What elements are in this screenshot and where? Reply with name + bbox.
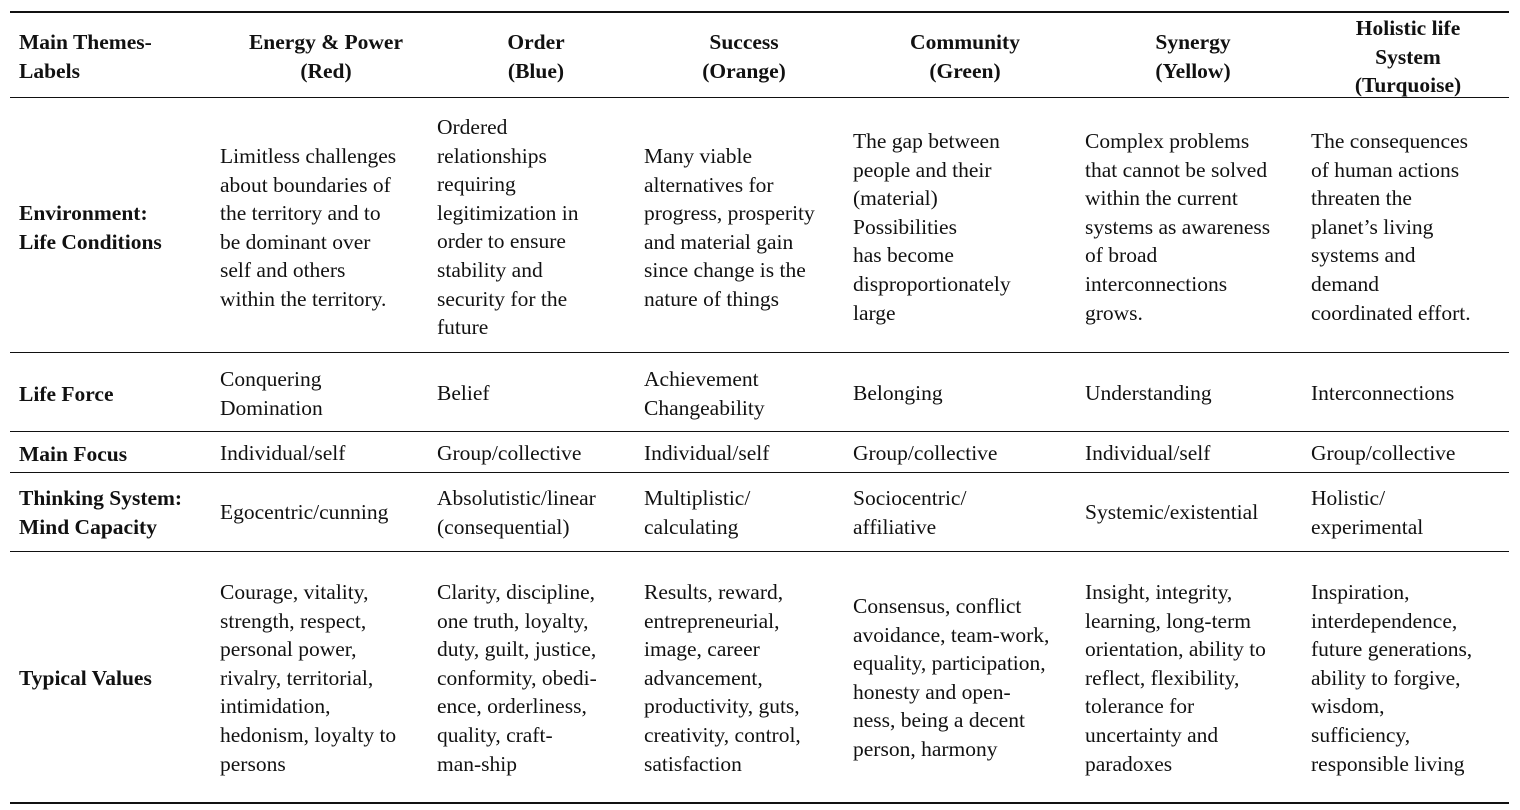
table-cell: Ordered relationships requiring legitimization in order to ensure stability and security for the future <box>437 115 579 340</box>
table-cell: Achievement Changeability <box>644 367 765 420</box>
table-cell: Group/collective <box>437 441 582 465</box>
table-cell: Individual/self <box>220 441 346 465</box>
table-cell: Individual/self <box>1085 441 1211 465</box>
row-divider <box>10 431 1509 432</box>
row-divider <box>10 551 1509 552</box>
table-cell: Consensus, conflict avoidance, team-work, equality, participation, honesty and open- ness, being a decent person, harmony <box>853 594 1050 761</box>
table-cell: Multiplistic/ calculating <box>644 486 751 539</box>
row-label-life-force: Life Force <box>19 382 114 406</box>
table-cell: Understanding <box>1085 381 1212 405</box>
table-cell: Inspiration, interdependence, future generations, ability to forgive, wisdom, sufficiency, responsible living <box>1311 580 1473 776</box>
bottom-rule <box>10 802 1509 804</box>
table-cell: The gap between people and their (material) Possibilities has become disproportionately large <box>853 129 1011 325</box>
table-cell: Holistic/ experimental <box>1311 486 1424 539</box>
table-cell: Limitless challenges about boundaries of the territory and to be dominant over self and others within the territory. <box>220 144 397 311</box>
table-cell: Systemic/existential <box>1085 500 1259 524</box>
table-cell: Conquering Domination <box>220 367 323 420</box>
table-cell: Results, reward, entrepreneurial, image, career advancement, productivity, guts, creativity, control, satisfaction <box>644 580 801 776</box>
table-cell: Group/collective <box>853 441 998 465</box>
table-cell: Interconnections <box>1311 381 1455 405</box>
table-cell: Belief <box>437 381 490 405</box>
table-cell: Many viable alternatives for progress, prosperity and material gain since change is the nature of things <box>644 144 815 311</box>
table-cell: Courage, vitality, strength, respect, personal power, rivalry, territorial, intimidation, hedonism, loyalty to persons <box>220 580 397 776</box>
header-rule <box>10 97 1509 98</box>
table-cell: Complex problems that cannot be solved within the current systems as awareness of broad interconnections grows. <box>1085 129 1271 325</box>
column-header: Holistic life System (Turquoise) <box>1354 16 1462 98</box>
row-divider <box>10 472 1509 473</box>
row-label-thinking-system: Thinking System: Mind Capacity <box>19 486 183 539</box>
table-cell: Group/collective <box>1311 441 1456 465</box>
row-label-main-focus: Main Focus <box>19 442 128 466</box>
column-header: Success (Orange) <box>702 30 786 83</box>
table-cell: The consequences of human actions threaten the planet’s living systems and demand coordinated effort. <box>1311 129 1471 325</box>
row-label-typical-values: Typical Values <box>19 666 152 690</box>
table-cell: Egocentric/cunning <box>220 500 389 524</box>
table-cell: Clarity, discipline, one truth, loyalty, duty, guilt, justice, conformity, obedi- ence, orderliness, quality, craft- man-ship <box>437 580 597 776</box>
top-rule <box>10 11 1509 13</box>
table-cell: Individual/self <box>644 441 770 465</box>
column-header: Community (Green) <box>910 30 1020 83</box>
table-cell: Absolutistic/linear (consequential) <box>437 486 596 539</box>
table-cell: Belonging <box>853 381 943 405</box>
header-row-label: Main Themes- Labels <box>19 30 152 83</box>
table-cell: Sociocentric/ affiliative <box>853 486 967 539</box>
row-divider <box>10 352 1509 353</box>
column-header: Energy & Power (Red) <box>248 30 404 83</box>
column-header: Order (Blue) <box>507 30 565 83</box>
row-label-environment: Environment: Life Conditions <box>19 201 162 254</box>
table-cell: Insight, integrity, learning, long-term orientation, ability to reflect, flexibility, tolerance for uncertainty and paradoxes <box>1085 580 1266 776</box>
column-header: Synergy (Yellow) <box>1155 30 1231 83</box>
